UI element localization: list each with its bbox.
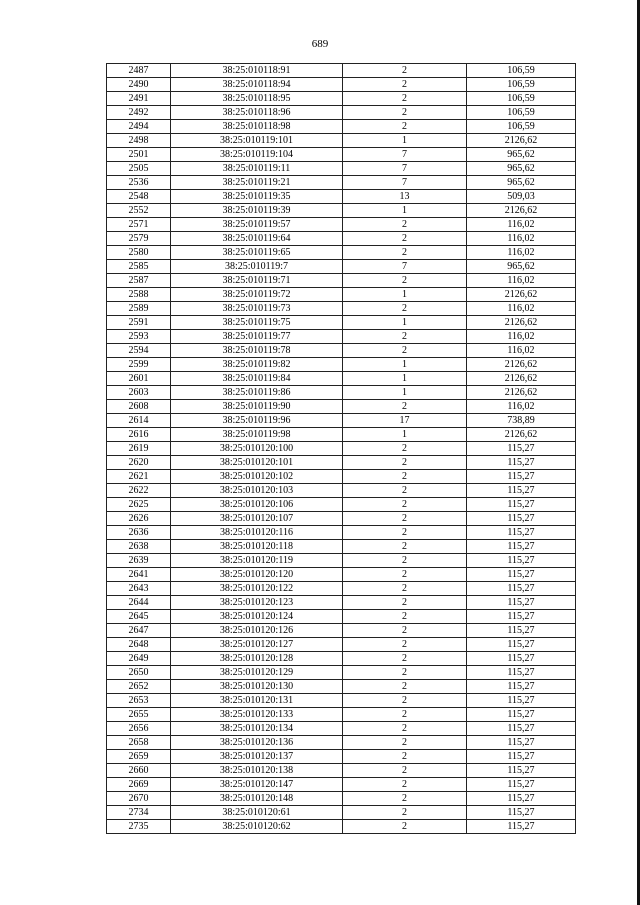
row-number-cell: 2580 — [107, 246, 171, 260]
table-row — [107, 470, 576, 484]
table-row — [107, 596, 576, 610]
count-cell: 2 — [343, 232, 467, 246]
cadastral-number-cell: 38:25:010120:131 — [171, 694, 343, 708]
row-number-cell: 2601 — [107, 372, 171, 386]
table-row — [107, 582, 576, 596]
count-cell: 2 — [343, 596, 467, 610]
count-cell: 2 — [343, 624, 467, 638]
row-number-cell: 2652 — [107, 680, 171, 694]
row-number-cell: 2593 — [107, 330, 171, 344]
value-cell: 115,27 — [467, 764, 576, 778]
count-cell: 2 — [343, 498, 467, 512]
cadastral-number-cell: 38:25:010120:107 — [171, 512, 343, 526]
cadastral-number-cell: 38:25:010120:148 — [171, 792, 343, 806]
cadastral-number-cell: 38:25:010119:39 — [171, 204, 343, 218]
cadastral-number-cell: 38:25:010118:91 — [171, 64, 343, 78]
row-number-cell: 2491 — [107, 92, 171, 106]
count-cell: 2 — [343, 750, 467, 764]
row-number-cell: 2639 — [107, 554, 171, 568]
row-number-cell: 2670 — [107, 792, 171, 806]
cadastral-number-cell: 38:25:010120:119 — [171, 554, 343, 568]
table-row — [107, 722, 576, 736]
row-number-cell: 2638 — [107, 540, 171, 554]
cadastral-number-cell: 38:25:010119:35 — [171, 190, 343, 204]
row-number-cell: 2589 — [107, 302, 171, 316]
count-cell: 2 — [343, 666, 467, 680]
value-cell: 115,27 — [467, 652, 576, 666]
table-row — [107, 526, 576, 540]
table-row — [107, 428, 576, 442]
count-cell: 2 — [343, 470, 467, 484]
row-number-cell: 2490 — [107, 78, 171, 92]
table-row — [107, 652, 576, 666]
value-cell: 115,27 — [467, 596, 576, 610]
table-row — [107, 680, 576, 694]
count-cell: 2 — [343, 610, 467, 624]
value-cell: 115,27 — [467, 498, 576, 512]
value-cell: 2126,62 — [467, 386, 576, 400]
cadastral-number-cell: 38:25:010119:75 — [171, 316, 343, 330]
count-cell: 2 — [343, 638, 467, 652]
value-cell: 116,02 — [467, 344, 576, 358]
value-cell: 115,27 — [467, 722, 576, 736]
row-number-cell: 2660 — [107, 764, 171, 778]
table-row — [107, 540, 576, 554]
table-row — [107, 358, 576, 372]
value-cell: 2126,62 — [467, 288, 576, 302]
row-number-cell: 2587 — [107, 274, 171, 288]
row-number-cell: 2571 — [107, 218, 171, 232]
value-cell: 115,27 — [467, 820, 576, 834]
value-cell: 2126,62 — [467, 428, 576, 442]
row-number-cell: 2735 — [107, 820, 171, 834]
cadastral-number-cell: 38:25:010120:103 — [171, 484, 343, 498]
value-cell: 115,27 — [467, 778, 576, 792]
count-cell: 2 — [343, 708, 467, 722]
count-cell: 2 — [343, 722, 467, 736]
row-number-cell: 2659 — [107, 750, 171, 764]
cadastral-number-cell: 38:25:010120:127 — [171, 638, 343, 652]
count-cell: 2 — [343, 442, 467, 456]
row-number-cell: 2626 — [107, 512, 171, 526]
row-number-cell: 2494 — [107, 120, 171, 134]
count-cell: 2 — [343, 302, 467, 316]
count-cell: 2 — [343, 456, 467, 470]
value-cell: 106,59 — [467, 78, 576, 92]
table-row — [107, 624, 576, 638]
table-row — [107, 386, 576, 400]
count-cell: 7 — [343, 176, 467, 190]
value-cell: 115,27 — [467, 512, 576, 526]
table-row — [107, 344, 576, 358]
value-cell: 965,62 — [467, 148, 576, 162]
count-cell: 2 — [343, 764, 467, 778]
table-row — [107, 456, 576, 470]
table-row — [107, 274, 576, 288]
table-row — [107, 568, 576, 582]
value-cell: 2126,62 — [467, 316, 576, 330]
value-cell: 965,62 — [467, 176, 576, 190]
table-row — [107, 106, 576, 120]
count-cell: 2 — [343, 820, 467, 834]
row-number-cell: 2653 — [107, 694, 171, 708]
cadastral-number-cell: 38:25:010119:64 — [171, 232, 343, 246]
value-cell: 115,27 — [467, 666, 576, 680]
row-number-cell: 2552 — [107, 204, 171, 218]
table-row — [107, 512, 576, 526]
row-number-cell: 2579 — [107, 232, 171, 246]
table-row — [107, 316, 576, 330]
value-cell: 115,27 — [467, 554, 576, 568]
cadastral-number-cell: 38:25:010118:96 — [171, 106, 343, 120]
count-cell: 2 — [343, 274, 467, 288]
count-cell: 2 — [343, 64, 467, 78]
count-cell: 2 — [343, 792, 467, 806]
cadastral-number-cell: 38:25:010120:61 — [171, 806, 343, 820]
table-row — [107, 792, 576, 806]
cadastral-number-cell: 38:25:010119:84 — [171, 372, 343, 386]
count-cell: 1 — [343, 372, 467, 386]
cadastral-number-cell: 38:25:010119:86 — [171, 386, 343, 400]
value-cell: 106,59 — [467, 106, 576, 120]
table-row — [107, 400, 576, 414]
count-cell: 2 — [343, 344, 467, 358]
table-row — [107, 120, 576, 134]
cadastral-number-cell: 38:25:010120:147 — [171, 778, 343, 792]
count-cell: 2 — [343, 540, 467, 554]
value-cell: 115,27 — [467, 442, 576, 456]
value-cell: 106,59 — [467, 92, 576, 106]
cadastral-number-cell: 38:25:010120:102 — [171, 470, 343, 484]
table-row — [107, 764, 576, 778]
table-row — [107, 64, 576, 78]
cadastral-number-cell: 38:25:010120:134 — [171, 722, 343, 736]
cadastral-number-cell: 38:25:010118:94 — [171, 78, 343, 92]
value-cell: 115,27 — [467, 708, 576, 722]
row-number-cell: 2650 — [107, 666, 171, 680]
count-cell: 2 — [343, 512, 467, 526]
cadastral-number-cell: 38:25:010120:138 — [171, 764, 343, 778]
table-row — [107, 708, 576, 722]
table-row — [107, 778, 576, 792]
value-cell: 115,27 — [467, 456, 576, 470]
row-number-cell: 2619 — [107, 442, 171, 456]
value-cell: 738,89 — [467, 414, 576, 428]
value-cell: 115,27 — [467, 680, 576, 694]
cadastral-number-cell: 38:25:010119:90 — [171, 400, 343, 414]
count-cell: 2 — [343, 568, 467, 582]
table-row — [107, 232, 576, 246]
count-cell: 2 — [343, 400, 467, 414]
table-row — [107, 820, 576, 834]
count-cell: 2 — [343, 806, 467, 820]
row-number-cell: 2643 — [107, 582, 171, 596]
table-row — [107, 666, 576, 680]
row-number-cell: 2734 — [107, 806, 171, 820]
count-cell: 1 — [343, 204, 467, 218]
count-cell: 2 — [343, 330, 467, 344]
table-row — [107, 484, 576, 498]
row-number-cell: 2591 — [107, 316, 171, 330]
row-number-cell: 2648 — [107, 638, 171, 652]
row-number-cell: 2625 — [107, 498, 171, 512]
value-cell: 115,27 — [467, 582, 576, 596]
table-row — [107, 204, 576, 218]
row-number-cell: 2603 — [107, 386, 171, 400]
row-number-cell: 2505 — [107, 162, 171, 176]
table-row — [107, 134, 576, 148]
count-cell: 1 — [343, 358, 467, 372]
cadastral-number-cell: 38:25:010120:136 — [171, 736, 343, 750]
table-row — [107, 442, 576, 456]
value-cell: 116,02 — [467, 232, 576, 246]
count-cell: 2 — [343, 526, 467, 540]
value-cell: 106,59 — [467, 64, 576, 78]
row-number-cell: 2641 — [107, 568, 171, 582]
table-row — [107, 162, 576, 176]
cadastral-number-cell: 38:25:010120:118 — [171, 540, 343, 554]
row-number-cell: 2599 — [107, 358, 171, 372]
table-row — [107, 750, 576, 764]
value-cell: 116,02 — [467, 246, 576, 260]
table-row — [107, 218, 576, 232]
table-row — [107, 288, 576, 302]
row-number-cell: 2658 — [107, 736, 171, 750]
row-number-cell: 2644 — [107, 596, 171, 610]
table-row — [107, 78, 576, 92]
value-cell: 115,27 — [467, 540, 576, 554]
table-row — [107, 736, 576, 750]
row-number-cell: 2585 — [107, 260, 171, 274]
table-row — [107, 610, 576, 624]
value-cell: 2126,62 — [467, 358, 576, 372]
count-cell: 2 — [343, 778, 467, 792]
cadastral-number-cell: 38:25:010119:72 — [171, 288, 343, 302]
value-cell: 116,02 — [467, 218, 576, 232]
row-number-cell: 2492 — [107, 106, 171, 120]
value-cell: 115,27 — [467, 694, 576, 708]
value-cell: 115,27 — [467, 470, 576, 484]
count-cell: 7 — [343, 162, 467, 176]
table-row — [107, 414, 576, 428]
table-row — [107, 176, 576, 190]
count-cell: 1 — [343, 288, 467, 302]
value-cell: 509,03 — [467, 190, 576, 204]
table-body — [107, 64, 576, 834]
count-cell: 2 — [343, 92, 467, 106]
cadastral-number-cell: 38:25:010118:95 — [171, 92, 343, 106]
cadastral-number-cell: 38:25:010119:71 — [171, 274, 343, 288]
cadastral-number-cell: 38:25:010119:98 — [171, 428, 343, 442]
cadastral-number-cell: 38:25:010120:133 — [171, 708, 343, 722]
count-cell: 2 — [343, 218, 467, 232]
row-number-cell: 2614 — [107, 414, 171, 428]
value-cell: 965,62 — [467, 260, 576, 274]
count-cell: 1 — [343, 428, 467, 442]
value-cell: 106,59 — [467, 120, 576, 134]
table-row — [107, 246, 576, 260]
table-row — [107, 806, 576, 820]
cadastral-number-cell: 38:25:010120:123 — [171, 596, 343, 610]
cadastral-number-cell: 38:25:010120:128 — [171, 652, 343, 666]
value-cell: 116,02 — [467, 400, 576, 414]
cadastral-number-cell: 38:25:010120:106 — [171, 498, 343, 512]
value-cell: 115,27 — [467, 806, 576, 820]
row-number-cell: 2645 — [107, 610, 171, 624]
value-cell: 2126,62 — [467, 372, 576, 386]
count-cell: 2 — [343, 694, 467, 708]
count-cell: 7 — [343, 260, 467, 274]
cadastral-number-cell: 38:25:010120:100 — [171, 442, 343, 456]
table-row — [107, 694, 576, 708]
table-row — [107, 498, 576, 512]
cadastral-number-cell: 38:25:010120:120 — [171, 568, 343, 582]
cadastral-number-cell: 38:25:010118:98 — [171, 120, 343, 134]
value-cell: 116,02 — [467, 302, 576, 316]
cadastral-number-cell: 38:25:010120:101 — [171, 456, 343, 470]
cadastral-number-cell: 38:25:010119:101 — [171, 134, 343, 148]
table-row — [107, 638, 576, 652]
value-cell: 116,02 — [467, 330, 576, 344]
table-row — [107, 302, 576, 316]
row-number-cell: 2594 — [107, 344, 171, 358]
value-cell: 115,27 — [467, 610, 576, 624]
row-number-cell: 2669 — [107, 778, 171, 792]
value-cell: 115,27 — [467, 750, 576, 764]
count-cell: 13 — [343, 190, 467, 204]
count-cell: 2 — [343, 554, 467, 568]
table-row — [107, 330, 576, 344]
count-cell: 2 — [343, 582, 467, 596]
row-number-cell: 2621 — [107, 470, 171, 484]
count-cell: 7 — [343, 148, 467, 162]
table-row — [107, 92, 576, 106]
cadastral-number-cell: 38:25:010119:21 — [171, 176, 343, 190]
cadastral-table — [106, 63, 576, 834]
count-cell: 17 — [343, 414, 467, 428]
table-row — [107, 260, 576, 274]
value-cell: 115,27 — [467, 624, 576, 638]
value-cell: 2126,62 — [467, 204, 576, 218]
cadastral-number-cell: 38:25:010119:77 — [171, 330, 343, 344]
row-number-cell: 2487 — [107, 64, 171, 78]
row-number-cell: 2622 — [107, 484, 171, 498]
row-number-cell: 2608 — [107, 400, 171, 414]
cadastral-number-cell: 38:25:010120:126 — [171, 624, 343, 638]
cadastral-number-cell: 38:25:010120:122 — [171, 582, 343, 596]
value-cell: 115,27 — [467, 484, 576, 498]
value-cell: 115,27 — [467, 736, 576, 750]
value-cell: 115,27 — [467, 568, 576, 582]
cadastral-number-cell: 38:25:010119:82 — [171, 358, 343, 372]
table-row — [107, 554, 576, 568]
row-number-cell: 2620 — [107, 456, 171, 470]
count-cell: 2 — [343, 680, 467, 694]
row-number-cell: 2649 — [107, 652, 171, 666]
value-cell: 115,27 — [467, 638, 576, 652]
cadastral-number-cell: 38:25:010119:7 — [171, 260, 343, 274]
cadastral-number-cell: 38:25:010120:116 — [171, 526, 343, 540]
row-number-cell: 2636 — [107, 526, 171, 540]
row-number-cell: 2536 — [107, 176, 171, 190]
value-cell: 116,02 — [467, 274, 576, 288]
row-number-cell: 2647 — [107, 624, 171, 638]
count-cell: 2 — [343, 106, 467, 120]
cadastral-number-cell: 38:25:010120:130 — [171, 680, 343, 694]
row-number-cell: 2656 — [107, 722, 171, 736]
count-cell: 2 — [343, 736, 467, 750]
count-cell: 2 — [343, 78, 467, 92]
cadastral-number-cell: 38:25:010120:124 — [171, 610, 343, 624]
table-row — [107, 372, 576, 386]
count-cell: 1 — [343, 134, 467, 148]
count-cell: 2 — [343, 484, 467, 498]
value-cell: 2126,62 — [467, 134, 576, 148]
cadastral-number-cell: 38:25:010119:73 — [171, 302, 343, 316]
row-number-cell: 2616 — [107, 428, 171, 442]
table-row — [107, 148, 576, 162]
row-number-cell: 2655 — [107, 708, 171, 722]
value-cell: 115,27 — [467, 526, 576, 540]
count-cell: 1 — [343, 386, 467, 400]
count-cell: 2 — [343, 120, 467, 134]
cadastral-number-cell: 38:25:010119:96 — [171, 414, 343, 428]
cadastral-number-cell: 38:25:010119:57 — [171, 218, 343, 232]
table-row — [107, 190, 576, 204]
cadastral-number-cell: 38:25:010119:78 — [171, 344, 343, 358]
page-number: 689 — [311, 38, 329, 50]
cadastral-number-cell: 38:25:010119:65 — [171, 246, 343, 260]
cadastral-number-cell: 38:25:010119:104 — [171, 148, 343, 162]
count-cell: 2 — [343, 652, 467, 666]
cadastral-number-cell: 38:25:010120:137 — [171, 750, 343, 764]
row-number-cell: 2548 — [107, 190, 171, 204]
row-number-cell: 2501 — [107, 148, 171, 162]
cadastral-number-cell: 38:25:010119:11 — [171, 162, 343, 176]
value-cell: 965,62 — [467, 162, 576, 176]
count-cell: 1 — [343, 316, 467, 330]
cadastral-number-cell: 38:25:010120:129 — [171, 666, 343, 680]
row-number-cell: 2588 — [107, 288, 171, 302]
row-number-cell: 2498 — [107, 134, 171, 148]
cadastral-number-cell: 38:25:010120:62 — [171, 820, 343, 834]
value-cell: 115,27 — [467, 792, 576, 806]
count-cell: 2 — [343, 246, 467, 260]
